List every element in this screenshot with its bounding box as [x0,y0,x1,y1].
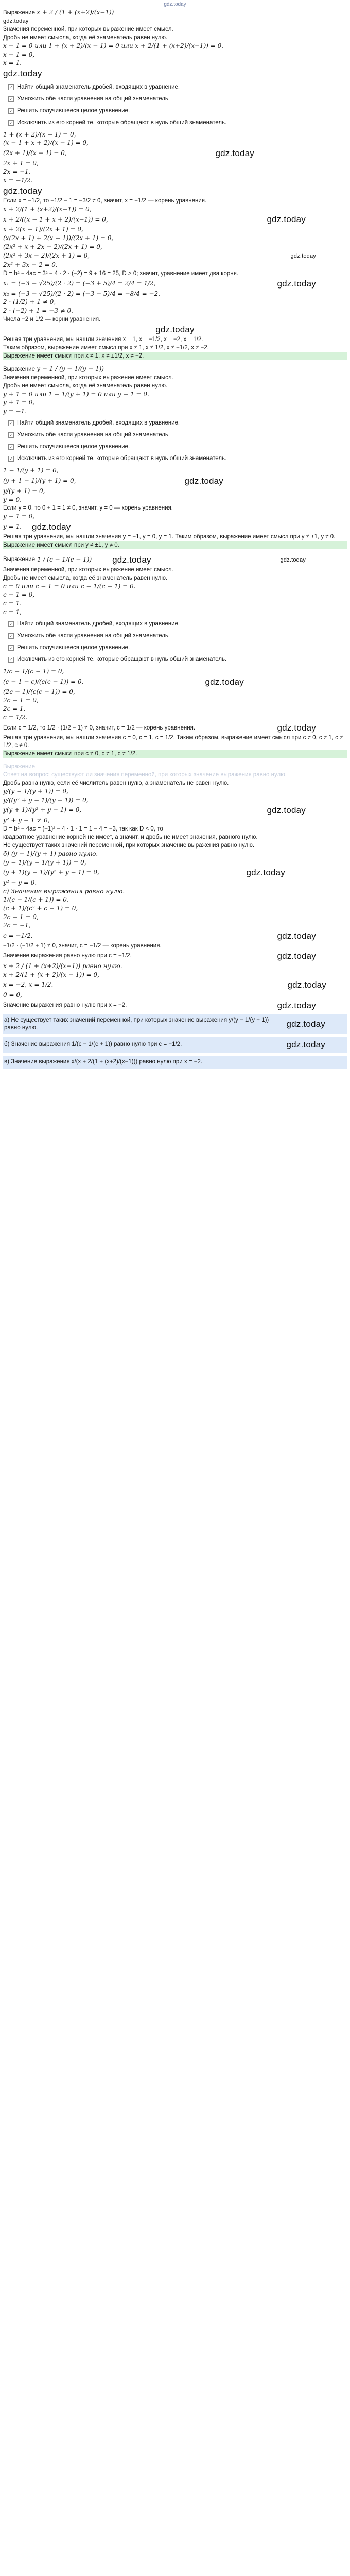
step: (2x + 1)/(x − 1) = 0, [3,149,67,157]
watermark-line: gdz.today [267,214,306,225]
step: (2c − 1)/(c(c − 1)) = 0, [3,688,75,696]
root-check: Если x = −1/2, то −1/2 − 1 = −3/2 ≠ 0, значит, x = −1/2 — корень уравнения. [3,197,207,204]
expression: x + 2 / (1 + (x+2)/(x−1)) [37,9,114,16]
root: x₂ = (−3 − √25)/(2 · 2) = (−3 − 5)/4 = −8/4 = −2. [3,290,161,297]
watermark-line: gdz.today [155,324,195,334]
step: y/(y + 1) = 0, [3,487,45,495]
watermark-line: gdz.today [277,278,316,289]
watermark-line: gdz.today [112,554,151,565]
intro-label: Выражение [3,556,35,563]
rule-text: Дробь не имеет смысла, когда её знаменатель равен нулю. [3,34,168,41]
checkbox-icon: ✓ [8,633,14,639]
watermark-line: gdz.today [184,476,223,486]
checkbox-icon: ✓ [8,432,14,438]
checkbox-icon: ✓ [8,621,14,627]
step: 1/(c − 1/(c + 1)) = 0, [3,896,69,904]
algorithm-step: ✓ Умножить обе части уравнения на общий знаменатель. [8,632,347,640]
algorithm-step: ✓ Решить получившееся целое уравнение. [8,644,347,652]
answer-text: Значение выражения равно нулю при x = −2. [3,1002,127,1009]
condition: c = 0 или c − 1 = 0 или c − 1/(c − 1) = 0. [3,582,136,590]
step: y = 1. [3,522,22,530]
step: (2x² + 3x − 2)/(2x + 1) = 0, [3,252,90,260]
answer-text: Значение выражения равно нулю при c = −1/2. [3,953,132,959]
no-zero-text: Не существует таких значений переменной, при которых значение выражения равно нулю. [3,842,255,849]
watermark-line: gdz.today [205,676,244,687]
step: y − 1 = 0, [3,513,35,520]
part-c [3,554,347,758]
root-check: Если c = 1/2, то 1/2 · (1/2 − 1) ≠ 0, значит, c = 1/2 — корень уравнения. [3,724,196,731]
step: (2x² + x + 2x − 2)/(2x + 1) = 0, [3,243,102,250]
solved-text: Решая три уравнения, мы нашли значения y = −1, y = 0, y = 1. Таким образом, выражение имеет смысл при y ≠ ±1, y ≠ 0. [3,533,336,540]
checkbox-icon: ✓ [8,645,14,651]
intro-label: Выражение [3,10,35,16]
subheading: б) (y − 1)/(y + 1) равно нулю. [3,850,98,857]
step: y² + y − 1 ≠ 0, [3,817,50,824]
step: x − 1 = 0, [3,50,35,58]
watermark-line: gdz.today [215,148,254,158]
step: y = −1. [3,407,27,415]
checkbox-icon: ✓ [8,108,14,114]
solved-text: Решая три уравнения, мы нашли значения c = 0, c = 1, c = 1/2. Таким образом, выражение имеет смысл при c ≠ 0, c ≠ 1, c ≠ 1/2, c ≠ 0. [3,735,343,749]
answer-highlight: Выражение имеет смысл при x ≠ 1, x ≠ ±1/2, x ≠ −2. [3,352,347,360]
checkbox-icon: ✓ [8,444,14,450]
root-check: −1/2 · (−1/2 + 1) ≠ 0, значит, c = −1/2 — корень уравнения. [3,942,162,949]
watermark-line: gdz.today [287,980,326,990]
step: (x − 1 + x + 2)/(x − 1) = 0, [3,139,89,147]
algorithm-step: ✓ Найти общий знаменатель дробей, входящих в уравнение. [8,620,347,628]
step: y/(y − 1/(y + 1)) = 0, [3,788,68,795]
final-answer-c: в) Значение выражения x/(x + 2/(1 + (x+2)/(x−1))) равно нулю при x = −2. [4,1059,203,1065]
checkbox-icon: ✓ [8,84,14,90]
watermark-line: gdz.today [286,1039,325,1049]
expression: 1 / (c − 1/(c − 1)) [37,556,92,564]
step: y = 0. [3,496,22,503]
step: 0 = 0, [3,991,22,999]
discriminant: D = b² − 4ac = (−1)² − 4 · 1 · 1 = 1 − 4 = −3, так как D < 0, то [3,825,163,832]
step: (x(2x + 1) + 2(x − 1))/(2x + 1) = 0, [3,234,114,242]
step: c = 1/2. [3,714,28,721]
watermark-line: gdz.today [277,723,316,733]
algorithm-step: ✓ Решить получившееся целое уравнение. [8,443,347,451]
step: 1 + (x + 2)/(x − 1) = 0, [3,130,76,138]
checkbox-icon: ✓ [8,120,14,126]
step: 2c − 1 = 0, [3,913,39,921]
part-b [3,365,347,549]
algorithm-step: ✓ Исключить из его корней те, которые обращают в нуль общий знаменатель. [8,119,347,127]
root: x₁ = (−3 + √25)/(2 · 2) = (−3 + 5)/4 = 2/4 = 1/2, [3,280,156,287]
watermark-small: gdz.today [3,18,29,24]
watermark-line: gdz.today [3,68,42,78]
intro-label: Выражение [3,366,35,372]
step: (c + 1)/(c² + c − 1) = 0, [3,904,78,912]
step: (c − 1 − c)/(c(c − 1)) = 0, [3,677,84,685]
step: 2c = −1, [3,922,31,929]
faded-heading: Ответ на вопрос: существуют ли значения переменной, при которых значение выражения равно нулю. [3,772,287,778]
step: 2c − 1 = 0, [3,697,39,704]
watermark-line: gdz.today [246,868,285,878]
step: y(y + 1)/(y² + y − 1) = 0, [3,806,82,814]
step: 2c = 1, [3,705,26,713]
thus-text: Таким образом, выражение имеет смысл при x ≠ 1, x ≠ 1/2, x ≠ −1/2, x ≠ −2. [3,344,209,351]
checkbox-icon: ✓ [8,96,14,102]
checkbox-icon: ✓ [8,420,14,426]
definition: Значения переменной, при которых выражение имеет смысл. [3,566,173,573]
part-d [3,763,347,1069]
checkbox-icon: ✓ [8,456,14,462]
condition: x − 1 = 0 или 1 + (x + 2)/(x − 1) = 0 или x + 2/(1 + (x+2)/(x−1)) = 0. [3,42,224,49]
top-watermark: gdz.today [164,2,186,7]
solved-text: Решая три уравнения, мы нашли значения x = 1, x = −1/2, x = −2, x = 1/2. [3,336,203,343]
answer-highlight: Выражение имеет смысл при y ≠ ±1, y ≠ 0. [3,541,347,549]
faded-heading: Выражение [3,764,35,770]
rule-text: Дробь не имеет смысла, когда её знаменатель равен нулю. [3,382,168,389]
definition: Значения переменной, при которых выражение имеет смысл. [3,374,173,381]
step: 2 · (−2) + 1 = −3 ≠ 0. [3,307,73,315]
answer-highlight: Выражение имеет смысл при c ≠ 0, c ≠ 1, c ≠ 1/2. [3,750,347,758]
step: c = −1/2. [3,932,33,939]
step: x + 2/(1 + (x + 2)/(x − 1)) = 0, [3,971,99,978]
checkbox-icon: ✓ [8,657,14,663]
algorithm-step: ✓ Решить получившееся целое уравнение. [8,107,347,115]
step: (y + 1 − 1)/(y + 1) = 0, [3,477,76,485]
step: x + 2(x − 1)/(2x + 1) = 0, [3,226,83,233]
watermark-line: gdz.today [277,1000,316,1010]
step: (y + 1)(y − 1)/(y² + y − 1) = 0, [3,869,99,876]
algorithm-step: ✓ Исключить из его корней те, которые обращают в нуль общий знаменатель. [8,656,347,664]
step: c = 1. [3,600,22,607]
note-text: квадратное уравнение корней не имеет, а значит, и дробь не имеет значения, равного нулю. [3,834,258,840]
subheading: x + 2 / (1 + (x+2)/(x−1)) равно нулю. [3,962,122,970]
algorithm-step: ✓ Исключить из его корней те, которые обращают в нуль общий знаменатель. [8,455,347,463]
watermark-line: gdz.today [3,185,42,196]
watermark-line: gdz.today [280,556,306,563]
step: y² − y = 0. [3,879,37,887]
step: x = −1/2. [3,177,33,184]
condition: y + 1 = 0 или 1 − 1/(y + 1) = 0 или y − 1 = 0. [3,390,149,398]
rule-text: Дробь не имеет смысла, когда её знаменатель равен нулю. [3,574,168,581]
root-check: Если y = 0, то 0 + 1 = 1 ≠ 0, значит, y = 0 — корень уравнения. [3,505,173,512]
step: 2x² + 3x − 2 = 0. [3,261,58,269]
step: 2 · (1/2) + 1 ≠ 0, [3,298,56,306]
step: 1/c − 1/(c − 1) = 0, [3,668,64,675]
watermark-line: gdz.today [277,930,316,941]
step: c = 1, [3,608,22,616]
step: x = −2, x = 1/2. [3,981,54,989]
step: y + 1 = 0, [3,399,35,406]
algorithm-step: ✓ Найти общий знаменатель дробей, входящих в уравнение. [8,83,347,91]
algorithm-step: ✓ Умножить обе части уравнения на общий знаменатель. [8,95,347,103]
step: 1 − 1/(y + 1) = 0, [3,467,59,474]
step: y/((y² + y − 1)/(y + 1)) = 0, [3,796,89,804]
roots-text: Числа −2 и 1/2 — корни уравнения. [3,316,101,323]
watermark-line: gdz.today [277,951,316,961]
final-answer-a: а) Не существует таких значений переменной, при которых значение выражения y/(y − 1/(y + 1)) равно нулю. [4,1016,269,1031]
subheading: c) Значение выражения равно нулю. [3,887,125,895]
definition: Значения переменной, при которых выражение имеет смысл. [3,26,173,32]
watermark-line: gdz.today [290,253,316,260]
rule-text: Дробь равна нулю, если её числитель равен нулю, а знаменатель не равен нулю. [3,780,229,787]
algorithm-step: ✓ Умножить обе части уравнения на общий знаменатель. [8,431,347,439]
discriminant: D = b² − 4ac = 3² − 4 · 2 · (−2) = 9 + 16 = 25, D > 0; значит, уравнение имеет два корня. [3,270,239,277]
expression: y − 1 / (y − 1/(y − 1)) [37,365,104,372]
part-a [3,9,347,360]
step: x + 2/(1 + (x+2)/(x−1)) = 0, [3,205,92,213]
algorithm-step: ✓ Найти общий знаменатель дробей, входящих в уравнение. [8,419,347,427]
watermark-line: gdz.today [286,1019,325,1029]
step: (y − 1)/(y − 1/(y + 1)) = 0, [3,858,86,866]
step: x + 2/((x − 1 + x + 2)/(x−1)) = 0, [3,215,108,223]
final-answer-b: б) Значение выражения 1/(c − 1/(c + 1)) равно нулю при c = −1/2. [4,1041,182,1048]
step: x = 1. [3,59,22,67]
watermark-line: gdz.today [267,805,306,816]
step: 2x = −1, [3,168,31,176]
watermark-line: gdz.today [31,521,71,532]
step: 2x + 1 = 0, [3,159,39,167]
step: c − 1 = 0, [3,591,35,599]
